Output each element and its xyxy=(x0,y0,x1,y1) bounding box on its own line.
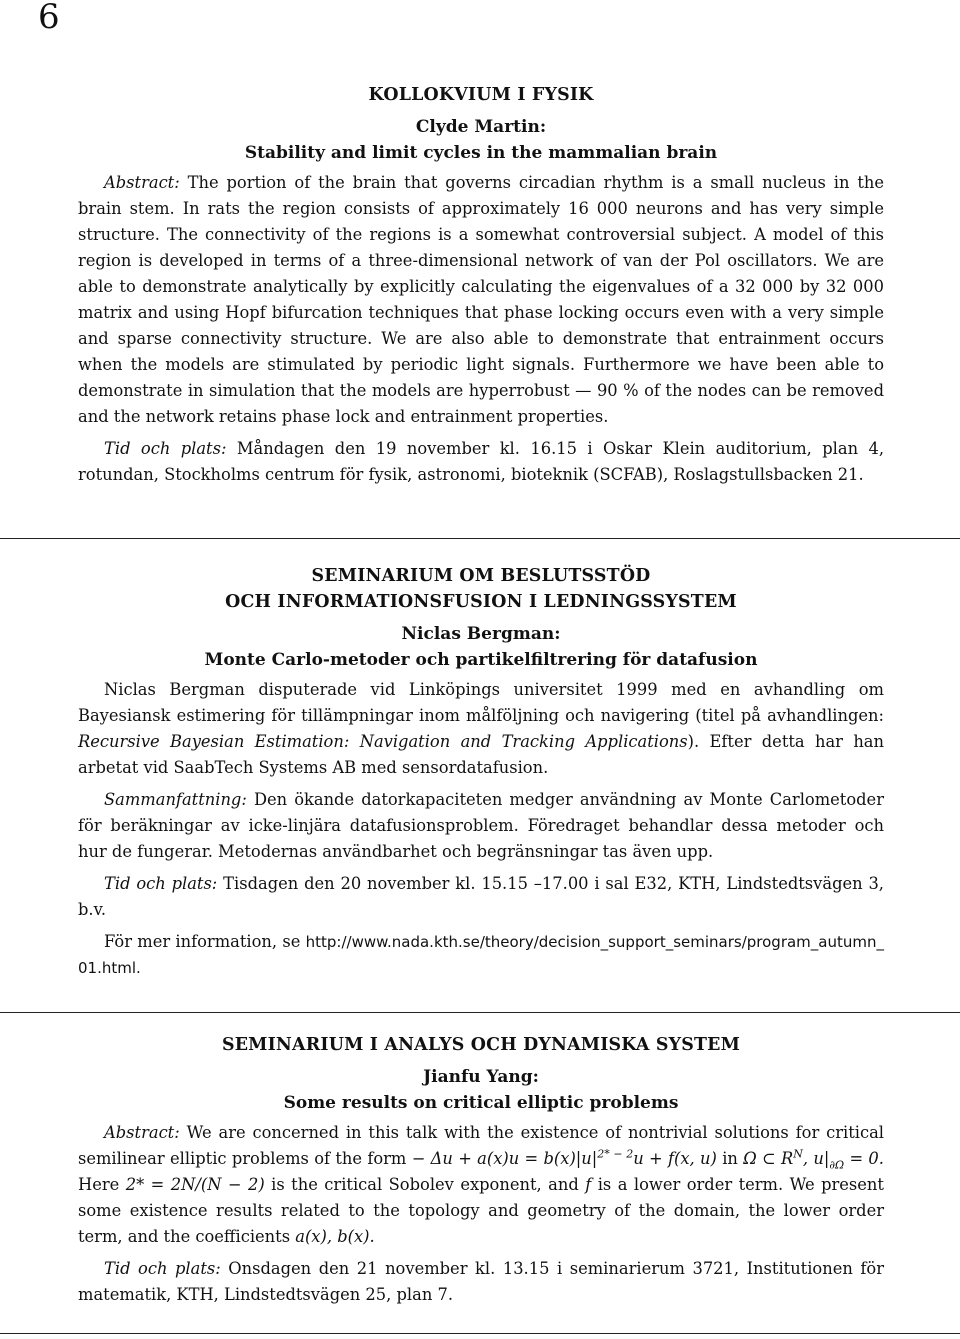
talk-title: Stability and limit cycles in the mammalian brain xyxy=(244,143,718,163)
more-info-paragraph xyxy=(78,929,884,981)
time-place-label: Tid och plats: xyxy=(104,874,218,893)
domain-symbol: Ω ⊂ R xyxy=(743,1149,794,1168)
speaker-name: Clyde Martin: xyxy=(415,117,547,137)
section-divider xyxy=(0,538,960,539)
abstract-paragraph xyxy=(78,170,884,430)
equation-rhs: u + f(x, u) xyxy=(633,1149,717,1168)
domain-expression xyxy=(743,1147,884,1172)
seminar-series-title-line1: SEMINARIUM OM BESLUTSSTÖD xyxy=(311,566,651,586)
time-place-paragraph xyxy=(78,871,884,923)
seminar-beslutsstod xyxy=(78,563,884,987)
seminar-analys-dynamiska xyxy=(78,1032,884,1314)
f-symbol: f xyxy=(585,1175,592,1194)
abstract-text-part4: is a lower order term. We present some existence results related to the topology and geometry of the domain, the lower order term, and the coefficients xyxy=(78,1175,884,1246)
domain-exponent: N xyxy=(793,1147,803,1161)
seminar-series-title-line2: OCH INFORMATIONSFUSION I LEDNINGSSYSTEM xyxy=(225,592,737,612)
boundary-expression: , u| xyxy=(802,1149,830,1168)
abstract-text: The portion of the brain that governs circadian rhythm is a small nucleus in the brain stem. In rats the region consists of approximately 16 000 neurons and has very simple structure. The connectivity of the regions is a somewhat controversial subject. A model of this region is developed in terms of a three-dimensional network of van der Pol oscillators. We are able to demonstrate analytically by explicitly calculating the eigenvalues of a 32 000 by 32 000 matrix and using Hopf bifurcation techniques that phase locking occurs even with a very simple and sparse connectivity structure. We are also able to demonstrate that entrainment occurs when the models are stimulated by periodic light signals. Furthermore we have been able to demonstrate in simulation that the models are hyperrobust — 90 % of the nodes can be removed and the network retains phase lock and entrainment properties. xyxy=(78,173,884,426)
bio-text-after: ). Efter detta har han arbetat vid SaabTech Systems AB med sensordatafusion. xyxy=(78,732,884,777)
time-place-text: Måndagen den 19 november kl. 16.15 i Oskar Klein auditorium, plan 4, rotundan, Stockholms centrum för fysik, astronomi, bioteknik (SCFAB), Roslagstullsbacken 21. xyxy=(78,439,884,484)
bio-paragraph xyxy=(78,677,884,781)
seminar-series-title: KOLLOKVIUM I FYSIK xyxy=(368,85,594,105)
boundary-subscript: ∂Ω xyxy=(829,1158,845,1172)
critical-exponent: 2* = 2N/(N − 2) xyxy=(125,1175,265,1194)
seminar-series-title: SEMINARIUM I ANALYS OCH DYNAMISKA SYSTEM xyxy=(221,1035,741,1055)
abstract-text-part1: We are concerned in this talk with the existence of nontrivial solutions for critical semilinear elliptic problems of the form xyxy=(78,1123,884,1168)
abstract-text-part2: Here xyxy=(78,1175,120,1194)
speaker-name: Jianfu Yang: xyxy=(423,1067,539,1087)
summary-label: Sammanfattning: xyxy=(104,790,247,809)
time-place-label: Tid och plats: xyxy=(104,1259,221,1278)
summary-paragraph xyxy=(78,787,884,865)
speaker-name: Niclas Bergman: xyxy=(401,624,561,644)
talk-title: Some results on critical elliptic problems xyxy=(283,1093,679,1113)
talk-title: Monte Carlo-metoder och partikelfiltrering för datafusion xyxy=(204,650,758,670)
seminar-kollokvium-fysik xyxy=(78,82,884,494)
summary-text: Den ökande datorkapaciteten medger användning av Monte Carlometoder för beräkningar av icke-linjära datafusionsproblem. Föredraget behandlar dessa metoder och hur de fungerar. Metodernas användbarhet och begränsningar tas även upp. xyxy=(78,790,884,861)
coefficients: a(x), b(x). xyxy=(295,1227,375,1246)
section-divider xyxy=(0,1012,960,1013)
section-divider xyxy=(0,1333,960,1334)
bio-text-before: Niclas Bergman disputerade vid Linköpings universitet 1999 med en avhandling om Bayesiansk estimering för tillämpningar inom målföljning och navigering (titel på avhandlingen: xyxy=(78,680,884,725)
time-place-paragraph xyxy=(78,1256,884,1308)
abstract-label: Abstract: xyxy=(104,1123,180,1142)
time-place-label: Tid och plats: xyxy=(104,439,227,458)
abstract-text-part3: is the critical Sobolev exponent, and xyxy=(271,1175,579,1194)
time-place-paragraph xyxy=(78,436,884,488)
page-number: 6 xyxy=(38,0,60,37)
equation-lhs: − Δu + a(x)u = b(x)|u| xyxy=(411,1149,598,1168)
abstract-label: Abstract: xyxy=(104,173,180,192)
thesis-title: Recursive Bayesian Estimation: Navigation and Tracking Applications xyxy=(78,732,688,751)
more-info-link[interactable]: http://www.nada.kth.se/theory/decision_support_seminars/program_autumn_01.html. xyxy=(78,933,884,977)
more-info-text: För mer information, se xyxy=(104,932,301,951)
abstract-paragraph xyxy=(78,1120,884,1250)
time-place-text: Onsdagen den 21 november kl. 13.15 i seminarierum 3721, Institutionen för matematik, KTH, Lindstedtsvägen 25, plan 7. xyxy=(78,1259,885,1304)
equation xyxy=(412,1149,717,1168)
equation-exponent: 2* − 2 xyxy=(597,1147,634,1161)
boundary-value: = 0. xyxy=(844,1149,884,1168)
time-place-text: Tisdagen den 20 november kl. 15.15 –17.00 i sal E32, KTH, Lindstedtsvägen 3, b.v. xyxy=(78,874,884,919)
abstract-in: in xyxy=(722,1149,738,1168)
